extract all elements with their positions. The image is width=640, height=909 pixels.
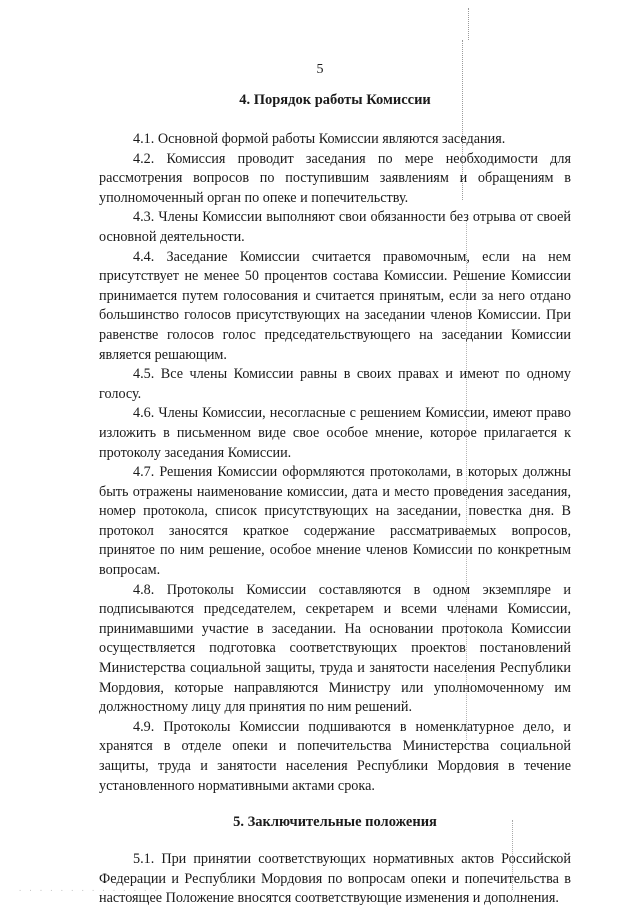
scan-footer-artifact: · · · · · · · · · · · · · · [18,887,159,895]
paragraph-4-9: 4.9. Протоколы Комиссии подшиваются в номенклатурное дело, и хранятся в отделе опеки и попечительства Министерства социальной защиты, труда и занятости населения Республики Мордовия в течение установленного нормативными актами срока. [99,718,571,794]
section-heading-4: 4. Порядок работы Комиссии [239,92,431,108]
scan-artifact-line [468,8,470,40]
paragraph-4-1: 4.1. Основной формой работы Комиссии являются заседания. [133,131,506,147]
page-number: 5 [316,62,324,77]
paragraph-4-7: 4.7. Решения Комиссии оформляются протоколами, в которых должны быть отражены наименование комиссии, дата и место проведения заседания, номер протокола, список присутствующих на заседании, повестка дня. В протокол заносятся краткое содержание рассматриваемых вопросов, принятое по ним решение, особое мнение членов Комиссии по конкретным вопросам. [99,464,571,579]
section-heading-5: 5. Заключительные положения [233,814,437,831]
paragraph-4-5: 4.5. Все члены Комиссии равны в своих правах и имеют по одному голосу. [99,366,571,402]
paragraph-4-6: 4.6. Члены Комиссии, несогласные с решением Комиссии, имеют право изложить в письменном виде свое особое мнение, которое прилагается к протоколу заседания Комиссии. [99,405,571,461]
document-body [99,90,571,909]
paragraph-4-2: 4.2. Комиссия проводит заседания по мере необходимости для рассмотрения вопросов по поступившим заявлениям и обращениям в уполномоченный орган по опеке и попечительству. [99,150,571,206]
paragraph-4-3: 4.3. Члены Комиссии выполняют свои обязанности без отрыва от своей основной деятельности. [99,209,571,245]
paragraph-5-1: 5.1. При принятии соответствующих нормативных актов Российской Федерации и Республики Мордовия по вопросам опеки и попечительства в настоящее Положение вносятся соответствующие изменения и дополнения. [99,851,571,907]
paragraph-4-4: 4.4. Заседание Комиссии считается правомочным, если на нем присутствует не менее 50 процентов состава Комиссии. Решение Комиссии принимается путем голосования и считается принятым, если за него отдано большинство голосов присутствующих на заседании членов Комиссии. При равенстве голосов голос председательствующего на заседании Комиссии является решающим. [99,248,571,363]
paragraph-4-8: 4.8. Протоколы Комиссии составляются в одном экземпляре и подписываются председателем, секретарем и всеми членами Комиссии, принимавшими участие в заседании. На основании протокола Комиссии осуществляется подготовка соответствующих проектов постановлений Министерства социальной защиты, труда и занятости населения Республики Мордовия, которые направляются Министру или уполномоченному им должностному лицу для принятия по ним решений. [99,581,571,716]
